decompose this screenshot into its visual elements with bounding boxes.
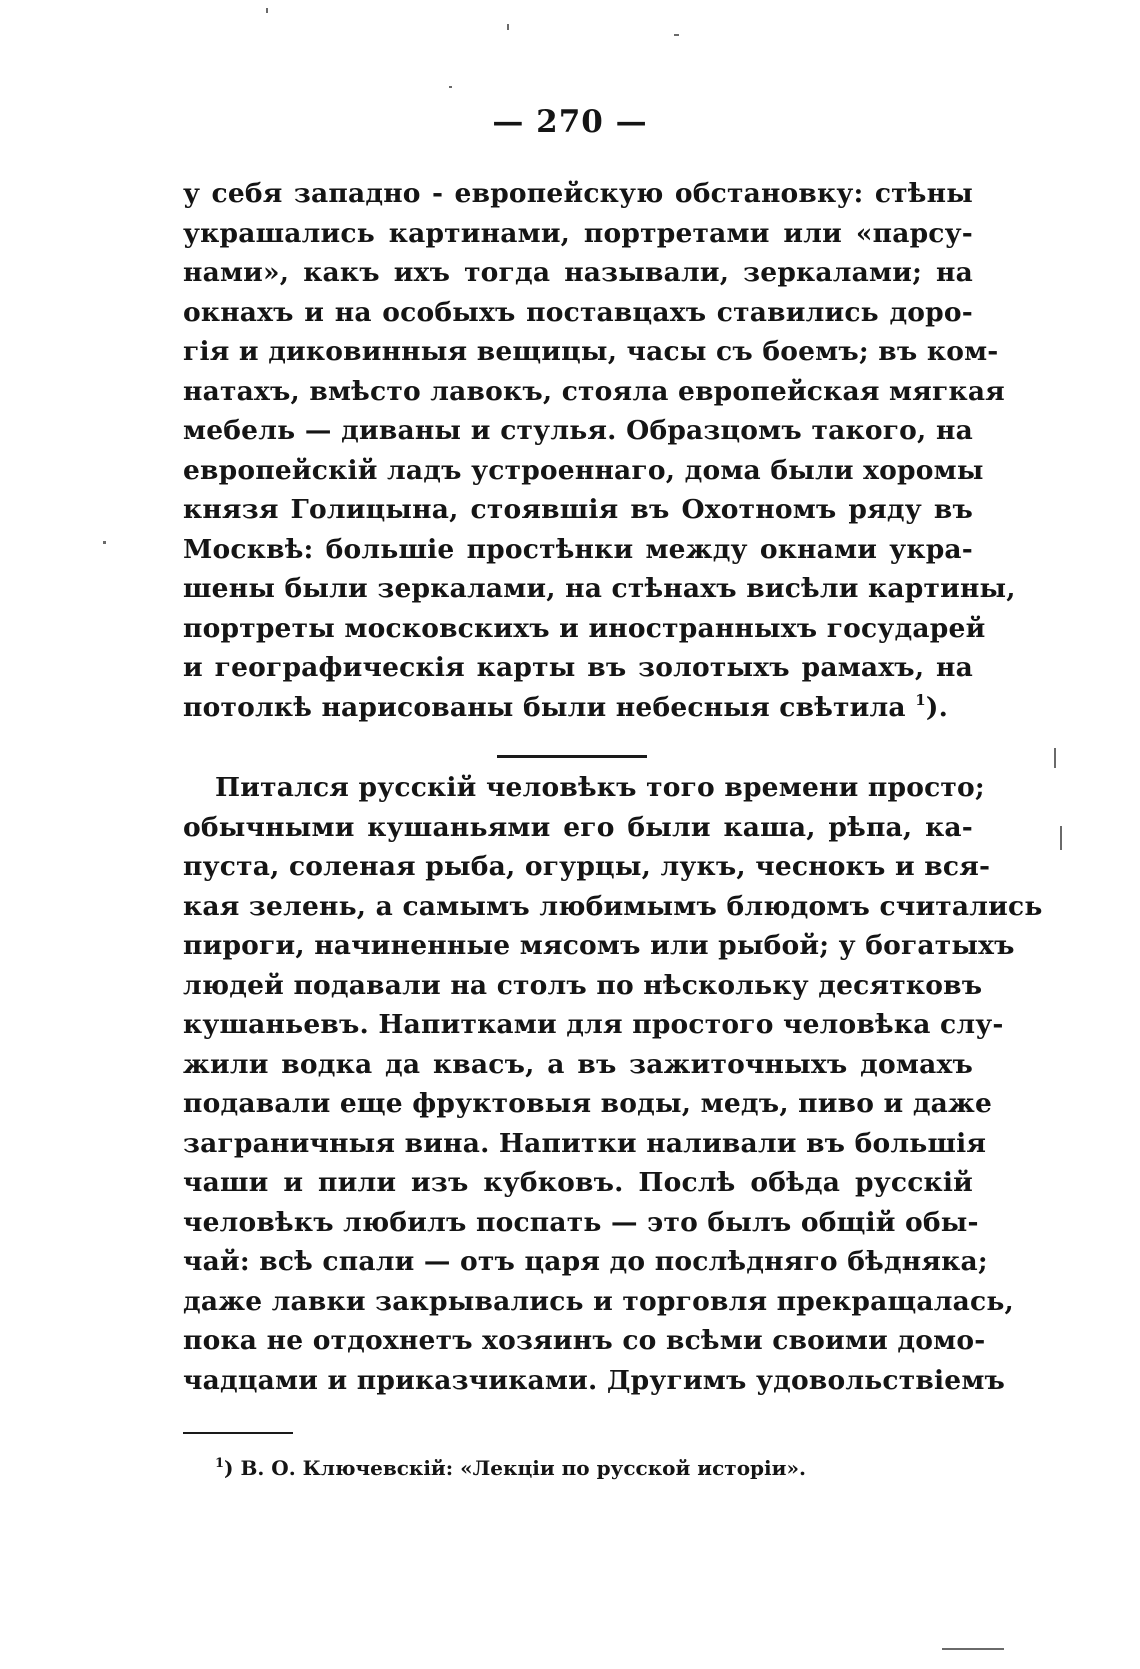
scan-speck bbox=[507, 24, 509, 30]
text-line: Питался русскій человѣкъ того времени просто; bbox=[215, 772, 985, 803]
text-line: Москвѣ: большіе простѣнки между окнами укра- bbox=[183, 533, 973, 565]
text-line: гія и диковинныя вещицы, часы съ боемъ; въ ком- bbox=[183, 336, 999, 367]
text-line: обычными кушаньями его были каша, рѣпа, ка- bbox=[183, 811, 973, 843]
text-line: жили водка да квасъ, а въ зажиточныхъ домахъ bbox=[183, 1048, 973, 1080]
scan-speck bbox=[674, 34, 679, 36]
paragraph-last-line bbox=[183, 688, 973, 728]
text-line: украшались картинами, портретами или «парсу- bbox=[183, 217, 973, 249]
scan-speck bbox=[449, 86, 452, 88]
text-line: портреты московскихъ и иностранныхъ государей bbox=[183, 612, 986, 644]
text-segment: ). bbox=[925, 691, 949, 723]
text-line: подавали еще фруктовыя воды, медъ, пиво и даже bbox=[183, 1088, 993, 1119]
text-line: людей подавали на столъ по нѣскольку десятковъ bbox=[183, 969, 983, 1001]
text-line: европейскій ладъ устроеннаго, дома были хоромы bbox=[183, 454, 984, 486]
text-line: чадцами и приказчиками. Другимъ удовольствіемъ bbox=[183, 1364, 1006, 1396]
text-line: чаши и пили изъ кубковъ. Послѣ обѣда русскій bbox=[183, 1167, 973, 1198]
scan-speck bbox=[1060, 826, 1062, 850]
text-line: чай: всѣ спали — отъ царя до послѣдняго бѣдняка; bbox=[183, 1246, 988, 1277]
footnote bbox=[215, 1450, 806, 1486]
page-number: — 270 — bbox=[492, 104, 648, 140]
text-line: пока не отдохнетъ хозяинъ со всѣми своими домо- bbox=[183, 1325, 986, 1356]
text-segment: потолкѣ нарисованы были небесныя свѣтила bbox=[183, 691, 906, 723]
text-line: шены были зеркалами, на стѣнахъ висѣли картины, bbox=[183, 573, 1016, 604]
text-line: заграничныя вина. Напитки наливали въ большія bbox=[183, 1127, 987, 1159]
text-line: окнахъ и на особыхъ поставцахъ ставились доро- bbox=[183, 296, 973, 328]
scan-speck bbox=[103, 541, 106, 544]
text-line: мебель — диваны и стулья. Образцомъ такого, на bbox=[183, 415, 973, 446]
footnote-reference: 1 bbox=[915, 690, 926, 709]
footnote-text: ) В. О. Ключевскій: «Лекціи по русской исторіи». bbox=[224, 1456, 806, 1480]
footnote-divider bbox=[183, 1432, 293, 1434]
section-divider bbox=[497, 755, 647, 758]
text-line: пуста, соленая рыба, огурцы, лукъ, чеснокъ и вся- bbox=[183, 851, 991, 882]
text-line: и географическія карты въ золотыхъ рамахъ, на bbox=[183, 652, 973, 683]
text-line: пироги, начиненные мясомъ или рыбой; у богатыхъ bbox=[183, 930, 1015, 961]
text-line: натахъ, вмѣсто лавокъ, стояла европейская мягкая bbox=[183, 375, 1005, 407]
text-line: кушаньевъ. Напитками для простого человѣка слу- bbox=[183, 1009, 1004, 1040]
text-line: даже лавки закрывались и торговля прекращалась, bbox=[183, 1285, 1014, 1317]
footnote-marker: 1 bbox=[215, 1456, 225, 1471]
text-line: нами», какъ ихъ тогда называли, зеркалами; на bbox=[183, 257, 973, 288]
paragraph-continuation bbox=[183, 174, 1016, 727]
scan-speck bbox=[942, 1648, 1004, 1650]
scan-speck bbox=[266, 8, 268, 13]
text-line: князя Голицына, стоявшія въ Охотномъ ряду въ bbox=[183, 494, 973, 525]
text-line: кая зелень, а самымъ любимымъ блюдомъ считались bbox=[183, 890, 1043, 922]
paragraph bbox=[183, 768, 1043, 1400]
scan-speck bbox=[1054, 748, 1056, 768]
text-line: человѣкъ любилъ поспать — это былъ общій обы- bbox=[183, 1206, 979, 1238]
text-line: у себя западно - европейскую обстановку: стѣны bbox=[183, 178, 973, 209]
